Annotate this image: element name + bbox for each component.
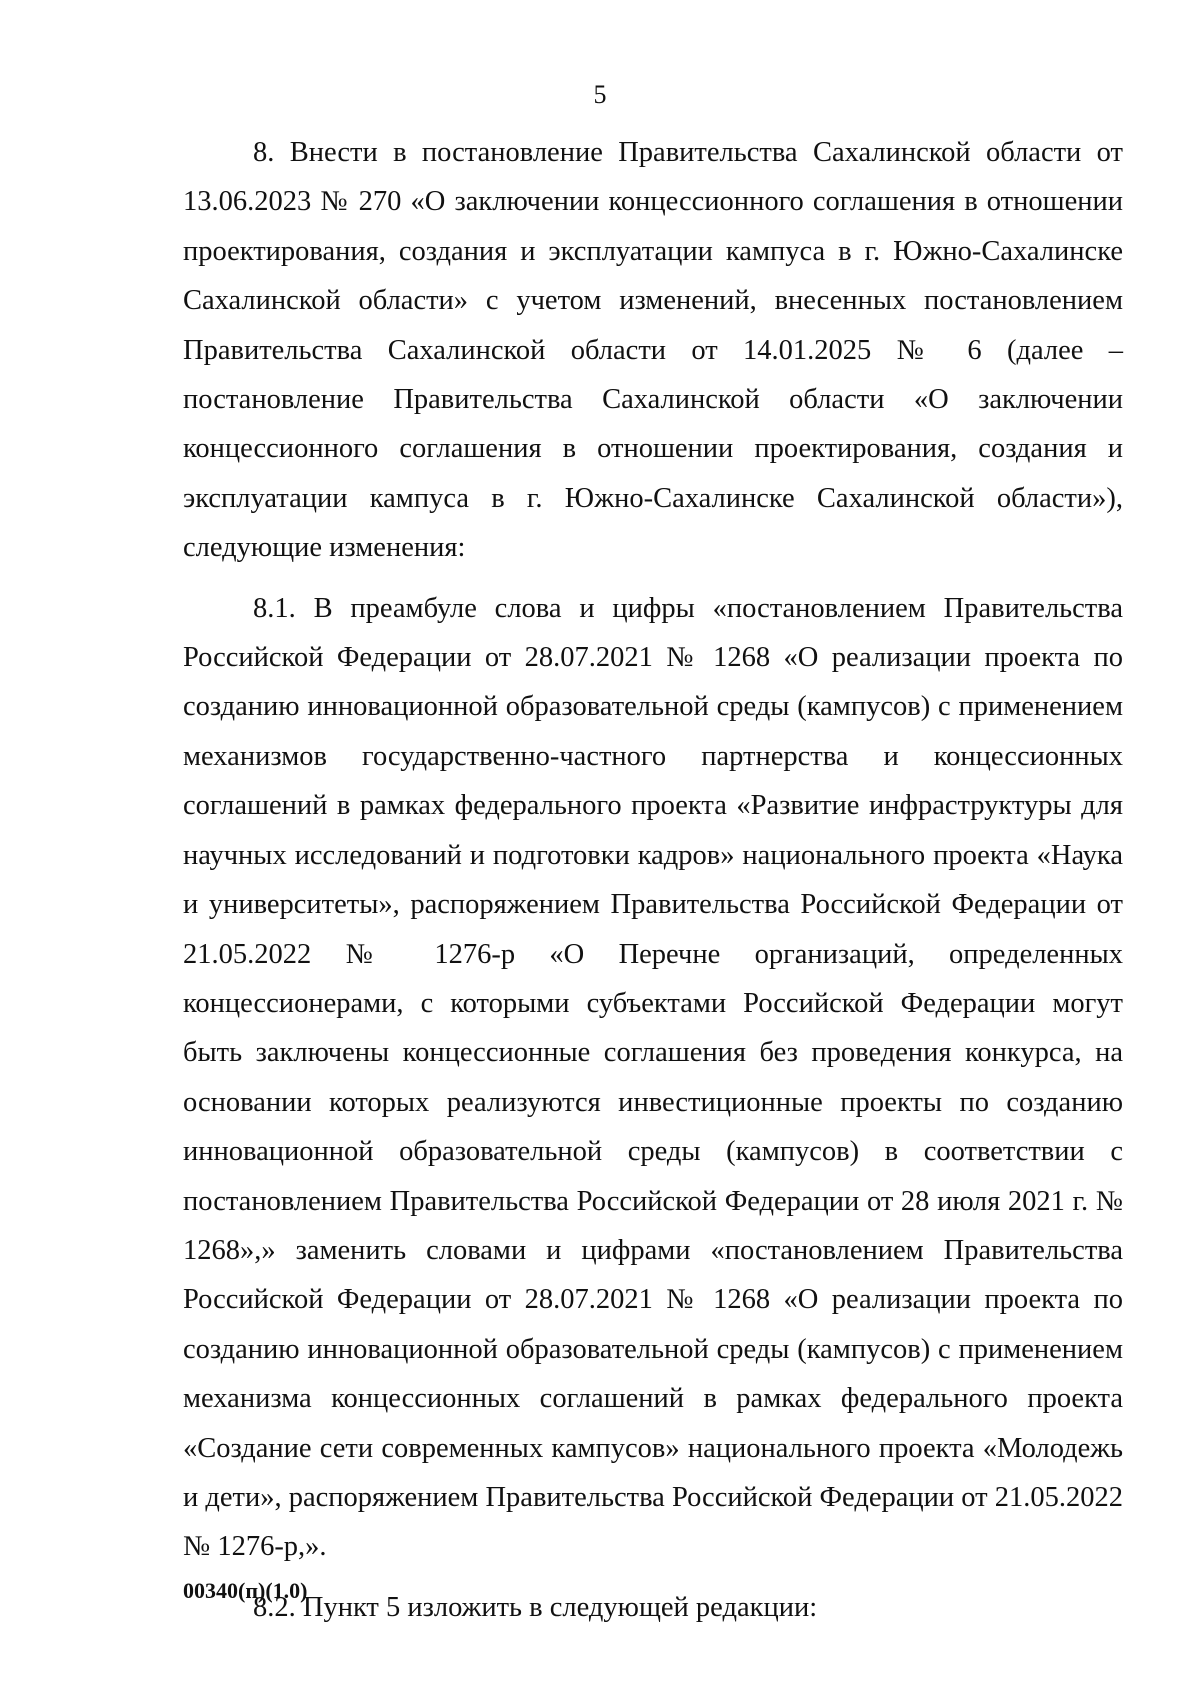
paragraph-8-1: 8.1. В преамбуле слова и цифры «постановлением Правительства Российской Федерации от 28.07.2021 № 1268 «О реализации проекта по созданию инновационной образовательной среды (кампусов) с применением механизмов государственно-частного партнерства и концессионных соглашений в рамках федерального проекта «Развитие инфраструктуры для научных исследований и подготовки кадров» национального проекта «Наука и университеты», распоряжением Правительства Российской Федерации от 21.05.2022 № 1276-р «О Перечне организаций, определенных концессионерами, с которыми субъектами Российской Федерации могут быть заключены концессионные соглашения без проведения конкурса, на основании которых реализуются инвестиционные проекты по созданию инновационной образовательной среды (кампусов) в соответствии с постановлением Правительства Российской Федерации от 28 июля 2021 г. № 1268»,» заменить словами и цифрами «постановлением Правительства Российской Федерации от 28.07.2021 № 1268 «О реализации проекта по созданию инновационной образовательной среды (кампусов) с применением механизма концессионных соглашений в рамках федерального проекта «Создание сети современных кампусов» национального проекта «Молодежь и дети», распоряжением Правительства Российской Федерации от 21.05.2022 № 1276-р,».: [183, 592, 1123, 1563]
paragraph-8-2: 8.2. Пункт 5 изложить в следующей редакции:: [253, 1591, 818, 1623]
paragraph-8: 8. Внести в постановление Правительства Сахалинской области от 13.06.2023 № 270 «О заключении концессионного соглашения в отношении проектирования, создания и эксплуатации кампуса в г. Южно-Сахалинске Сахалинской области» с учетом изменений, внесенных постановлением Правительства Сахалинской области от 14.01.2025 № 6 (далее – постановление Правительства Сахалинской области «О заключении концессионного соглашения в отношении проектирования, создания и эксплуатации кампуса в г. Южно-Сахалинске Сахалинской области»), следующие изменения:: [183, 137, 1123, 564]
document-body: [183, 128, 1123, 1632]
page-number: 5: [593, 80, 607, 109]
document-code: 00340(п)(1.0): [183, 1578, 308, 1603]
